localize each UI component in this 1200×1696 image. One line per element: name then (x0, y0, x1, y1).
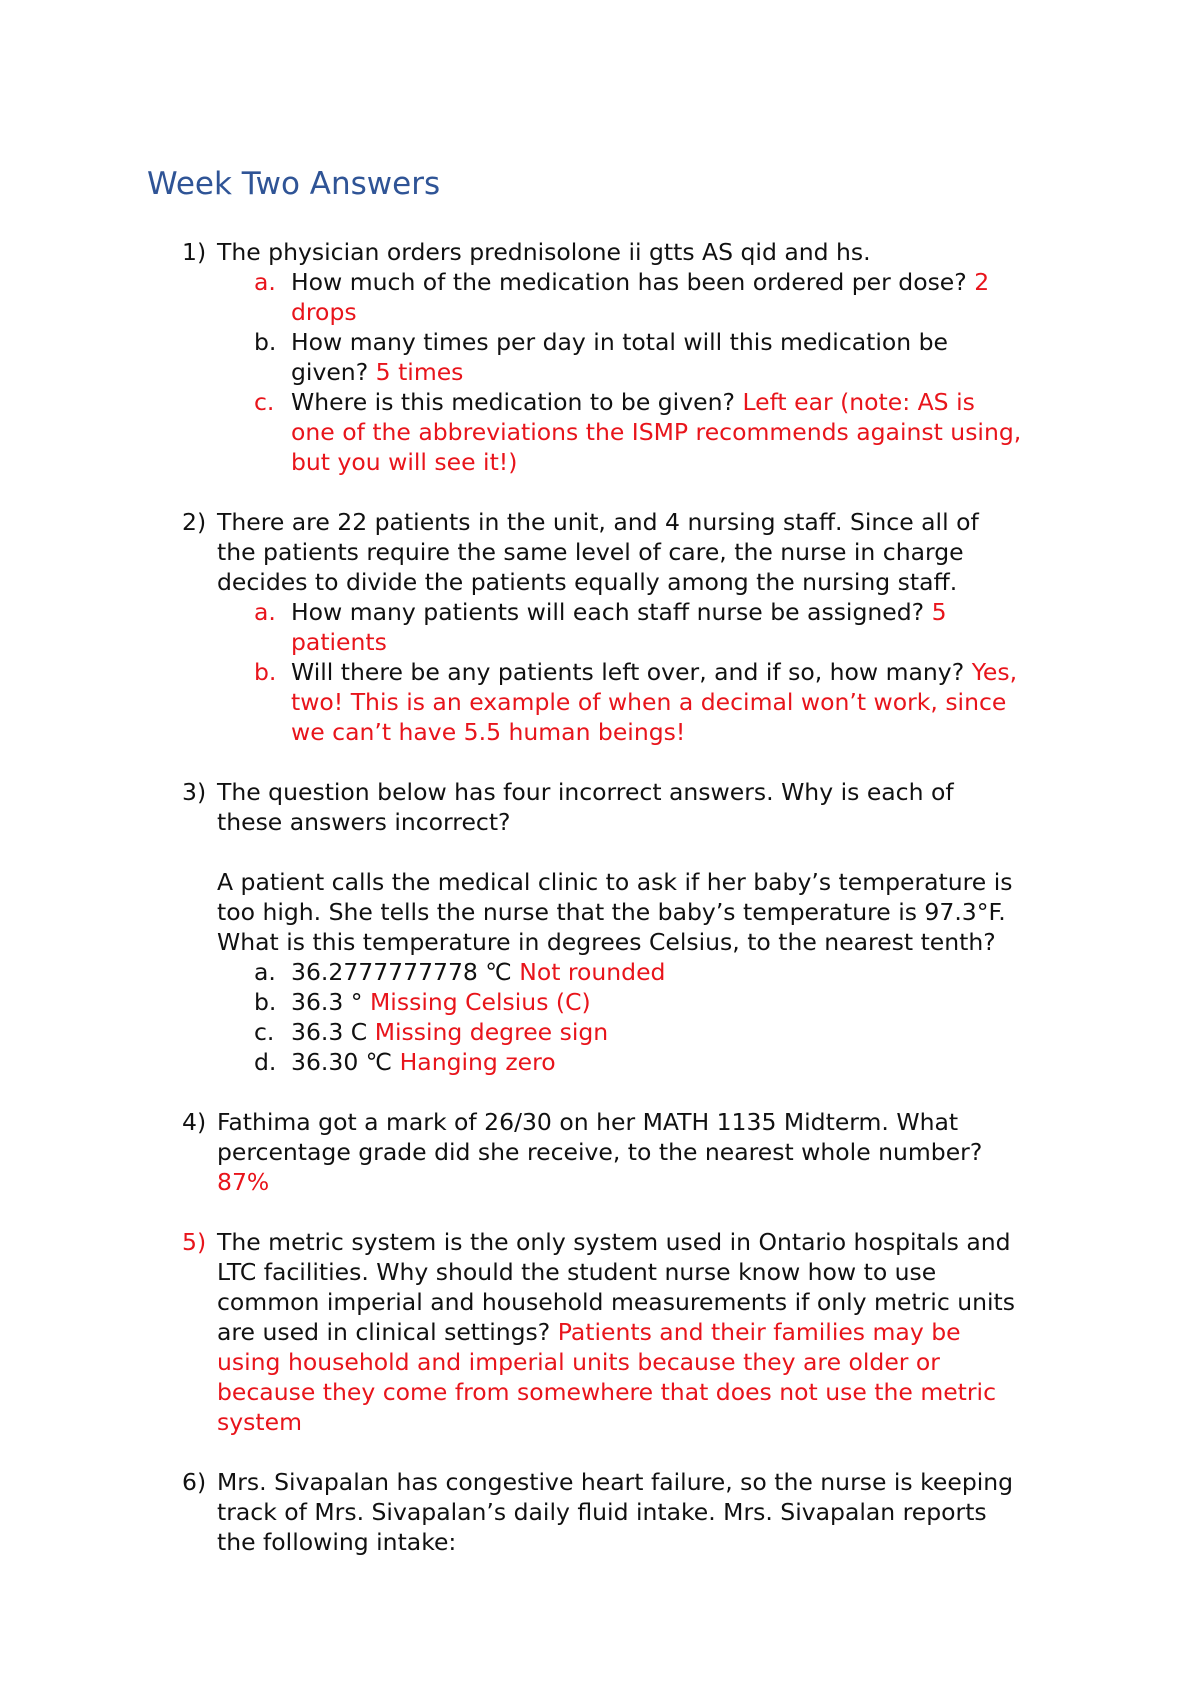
sub-question-text: How much of the medication has been ordered per dose? 2 (291, 268, 990, 296)
answer-text: drops (291, 298, 357, 326)
option-text: 36.30 ℃ Hanging zero (291, 1048, 556, 1076)
answer-text: one of the abbreviations the ISMP recommends against using, (291, 418, 1022, 446)
question-text: decides to divide the patients equally among the nursing staff. (217, 568, 958, 596)
question-text: LTC facilities. Why should the student nurse know how to use (217, 1258, 937, 1286)
answer-text: using household and imperial units because they are older or (217, 1348, 940, 1376)
answer-text: 2 (974, 268, 990, 296)
sub-question-text: given? 5 times (291, 358, 464, 386)
answer-text: we can’t have 5.5 human beings! (291, 718, 686, 746)
sub-question-text: Where is this medication to be given? Left ear (note: AS is (291, 388, 975, 416)
option-text: 36.3 ° Missing Celsius (C) (291, 988, 591, 1016)
question-text: Mrs. Sivapalan has congestive heart failure, so the nurse is keeping (217, 1468, 1014, 1496)
answer-text: Patients and their families may be (557, 1318, 961, 1346)
answer-text: Missing Celsius (C) (370, 988, 591, 1016)
option-text: 36.2777777778 ℃ Not rounded (291, 958, 666, 986)
answer-text: 5 times (375, 358, 464, 386)
question-prompt: too high. She tells the nurse that the baby’s temperature is 97.3°F. (217, 898, 1006, 926)
question-number: 1) (182, 238, 207, 266)
answer-text: patients (291, 628, 387, 656)
question-text: Fathima got a mark of 26/30 on her MATH 1135 Midterm. What (217, 1108, 959, 1136)
answer-text: but you will see it!) (291, 448, 518, 476)
option-label: a. (254, 958, 276, 986)
question-number: 5) (182, 1228, 207, 1256)
sub-label: b. (254, 658, 277, 686)
sub-question-text: How many times per day in total will this medication be (291, 328, 949, 356)
answer-text: because they come from somewhere that does not use the metric (217, 1378, 996, 1406)
question-text: The physician orders prednisolone ii gtts AS qid and hs. (217, 238, 871, 266)
question-prompt: A patient calls the medical clinic to ask if her baby’s temperature is (217, 868, 1013, 896)
question-text: common imperial and household measurements if only metric units (217, 1288, 1015, 1316)
answer-text: Left ear (note: AS is (742, 388, 975, 416)
option-label: d. (254, 1048, 277, 1076)
question-text: the following intake: (217, 1528, 457, 1556)
sub-question-text: How many patients will each staff nurse be assigned? 5 (291, 598, 947, 626)
answer-text: Hanging zero (399, 1048, 556, 1076)
answer-text: 87% (217, 1168, 270, 1196)
question-number: 3) (182, 778, 207, 806)
question-text: The metric system is the only system used in Ontario hospitals and (217, 1228, 1011, 1256)
question-text: percentage grade did she receive, to the nearest whole number? (217, 1138, 983, 1166)
question-prompt: What is this temperature in degrees Celsius, to the nearest tenth? (217, 928, 996, 956)
answer-text: Missing degree sign (374, 1018, 609, 1046)
question-number: 4) (182, 1108, 207, 1136)
sub-label: a. (254, 598, 276, 626)
question-text: these answers incorrect? (217, 808, 511, 836)
page-title: Week Two Answers (147, 166, 441, 202)
sub-label: c. (254, 388, 275, 416)
question-text: are used in clinical settings? Patients and their families may be (217, 1318, 961, 1346)
sub-question-text: Will there be any patients left over, and if so, how many? Yes, (291, 658, 1018, 686)
question-text: the patients require the same level of care, the nurse in charge (217, 538, 964, 566)
option-text: 36.3 C Missing degree sign (291, 1018, 609, 1046)
option-label: c. (254, 1018, 275, 1046)
question-text: track of Mrs. Sivapalan’s daily fluid intake. Mrs. Sivapalan reports (217, 1498, 987, 1526)
question-number: 6) (182, 1468, 207, 1496)
option-label: b. (254, 988, 277, 1016)
sub-label: b. (254, 328, 277, 356)
question-number: 2) (182, 508, 207, 536)
question-text: There are 22 patients in the unit, and 4 nursing staff. Since all of (217, 508, 979, 536)
answer-text: system (217, 1408, 302, 1436)
sub-label: a. (254, 268, 276, 296)
question-text: The question below has four incorrect answers. Why is each of (217, 778, 954, 806)
answer-text: two! This is an example of when a decimal won’t work, since (291, 688, 1007, 716)
answer-text: Not rounded (519, 958, 666, 986)
answer-text: Yes, (971, 658, 1018, 686)
answer-text: 5 (931, 598, 947, 626)
